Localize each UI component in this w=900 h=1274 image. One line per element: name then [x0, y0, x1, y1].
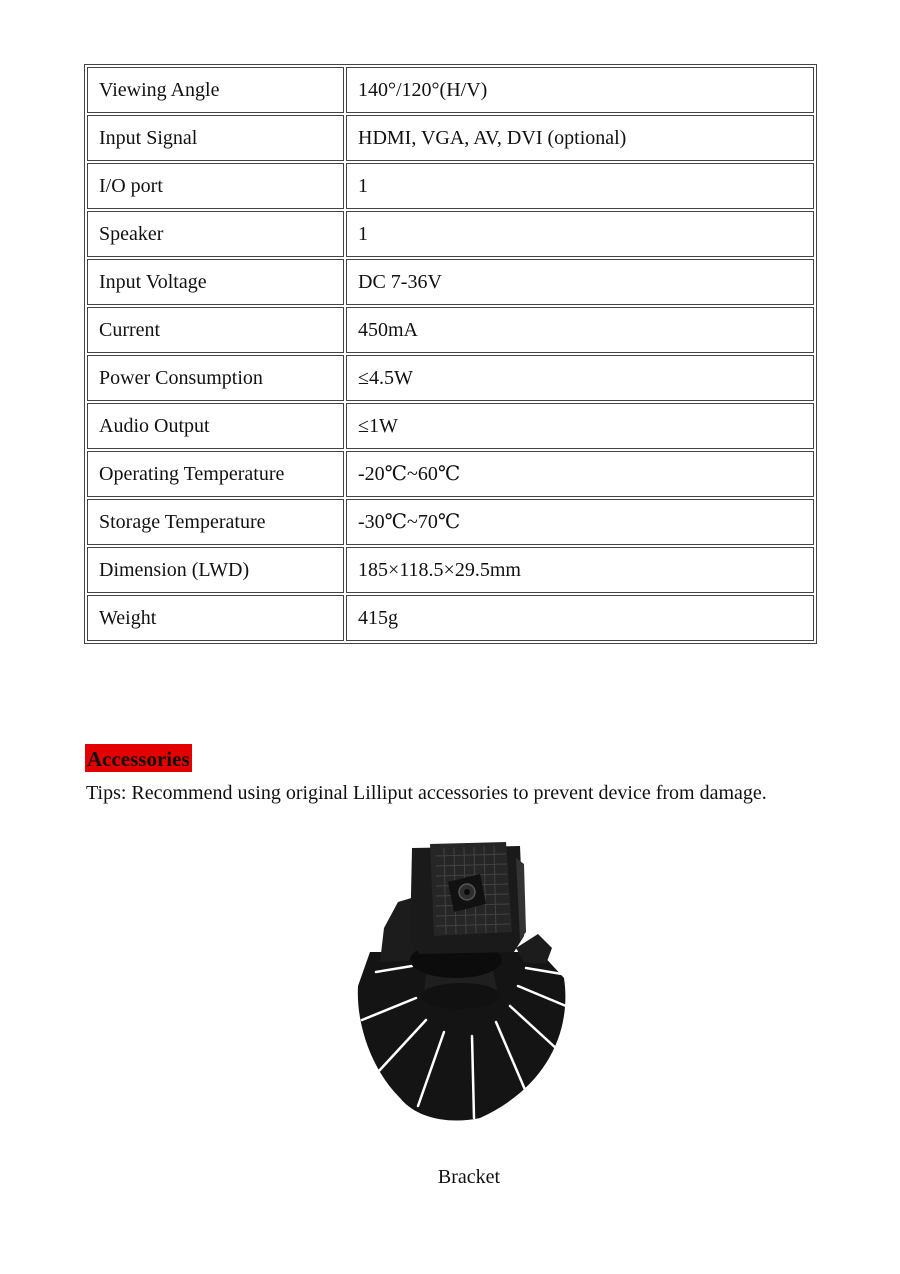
- spec-label: Operating Temperature: [87, 451, 344, 497]
- spec-value: ≤4.5W: [346, 355, 814, 401]
- table-row: [87, 547, 814, 593]
- product-caption: Bracket: [437, 1166, 501, 1188]
- table-row: [87, 451, 814, 497]
- spec-value: -20℃~60℃: [346, 451, 814, 497]
- spec-value: -30℃~70℃: [346, 499, 814, 545]
- spec-label: Power Consumption: [87, 355, 344, 401]
- table-row: [87, 307, 814, 353]
- spec-value: 1: [346, 211, 814, 257]
- table-row: [87, 403, 814, 449]
- table-row: [87, 595, 814, 641]
- spec-label: Current: [87, 307, 344, 353]
- spec-label: Audio Output: [87, 403, 344, 449]
- spec-value: DC 7-36V: [346, 259, 814, 305]
- spec-value: HDMI, VGA, AV, DVI (optional): [346, 115, 814, 161]
- accessories-heading: Accessories: [85, 744, 192, 772]
- spec-label: Input Signal: [87, 115, 344, 161]
- spec-label: Storage Temperature: [87, 499, 344, 545]
- table-row: [87, 211, 814, 257]
- tips-text: Tips: Recommend using original Lilliput accessories to prevent device from damage.: [86, 782, 767, 804]
- spec-label: Weight: [87, 595, 344, 641]
- spec-label: Dimension (LWD): [87, 547, 344, 593]
- spec-label: Speaker: [87, 211, 344, 257]
- spec-table: [84, 64, 817, 644]
- spec-value: 185×118.5×29.5mm: [346, 547, 814, 593]
- table-row: [87, 499, 814, 545]
- spec-label: I/O port: [87, 163, 344, 209]
- spec-value: 1: [346, 163, 814, 209]
- bracket-image: [340, 836, 580, 1126]
- table-row: [87, 355, 814, 401]
- spec-value: ≤1W: [346, 403, 814, 449]
- table-row: [87, 115, 814, 161]
- spec-value: 140°/120°(H/V): [346, 67, 814, 113]
- spec-label: Viewing Angle: [87, 67, 344, 113]
- spec-value: 450mA: [346, 307, 814, 353]
- table-row: [87, 163, 814, 209]
- spec-value: 415g: [346, 595, 814, 641]
- spec-label: Input Voltage: [87, 259, 344, 305]
- table-row: [87, 259, 814, 305]
- table-row: [87, 67, 814, 113]
